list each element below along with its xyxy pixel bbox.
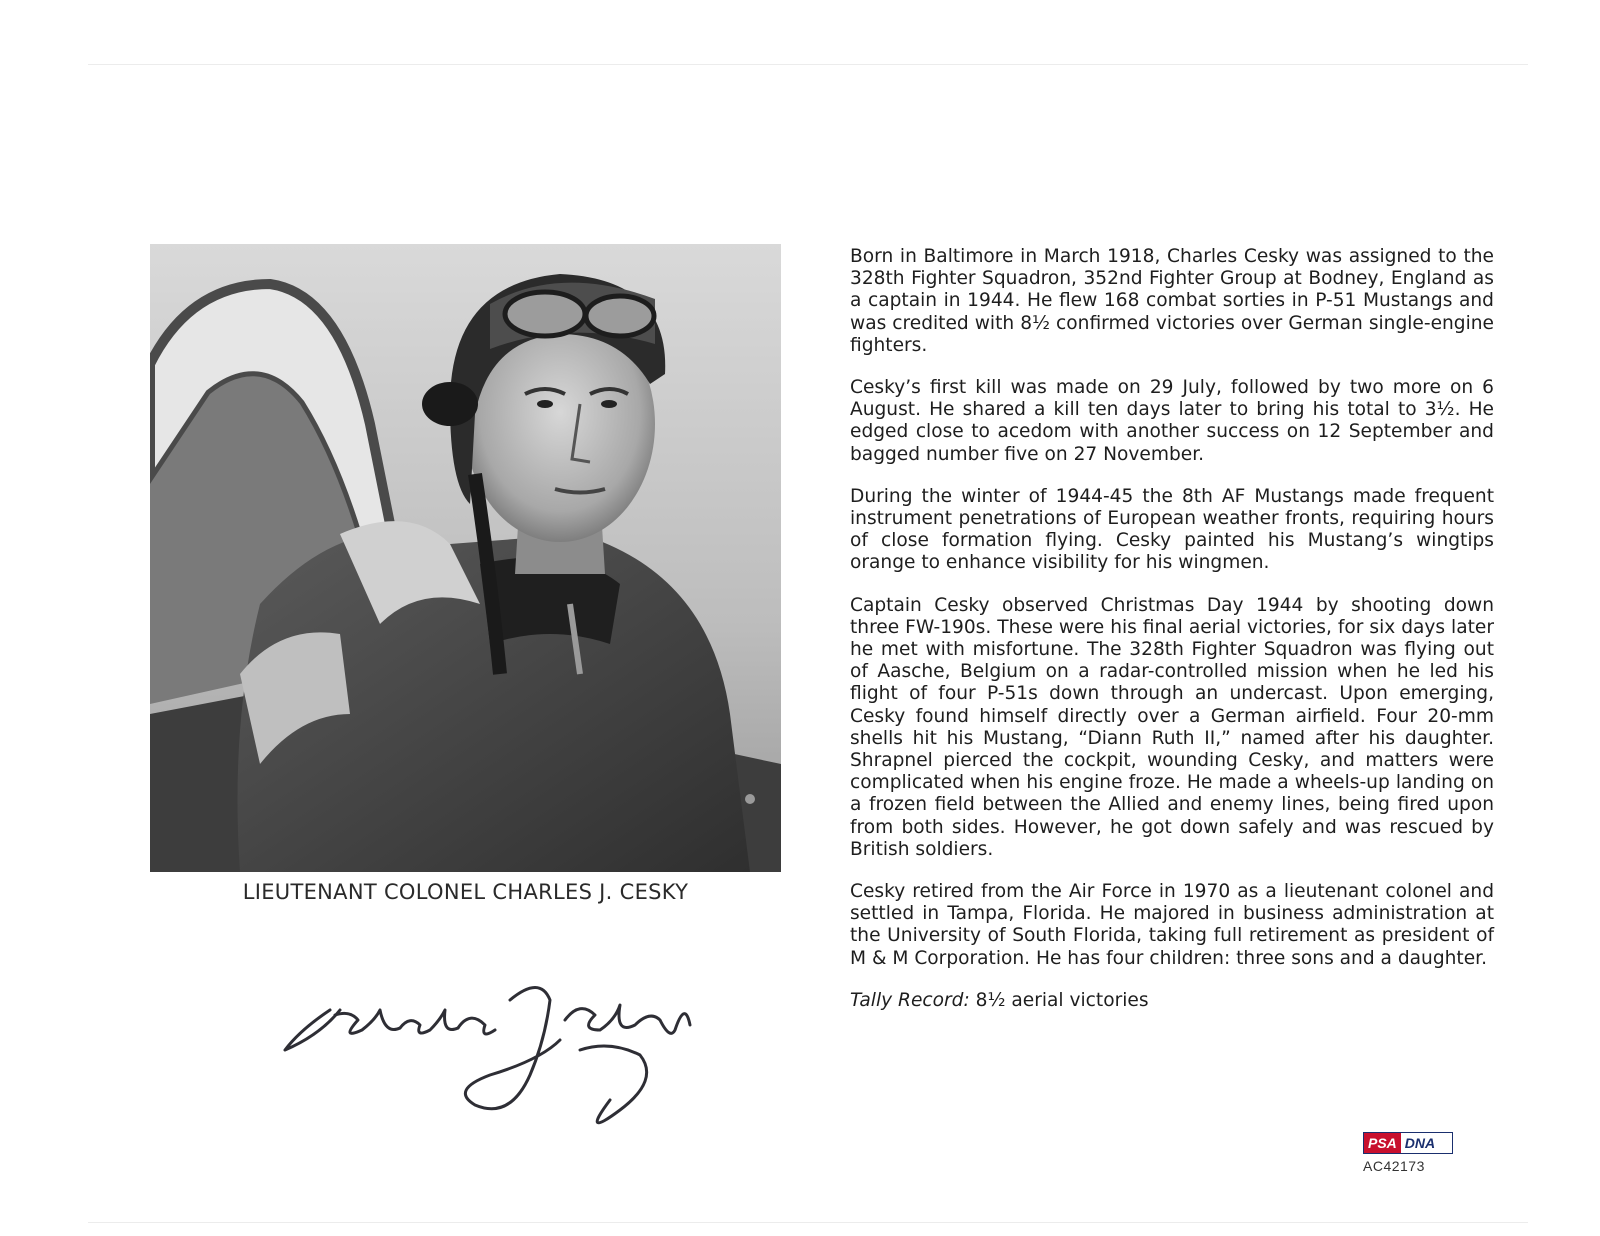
psa-logo-text: PSA [1364,1133,1401,1153]
tally-value: 8½ aerial victories [969,989,1149,1011]
photo-caption: LIEUTENANT COLONEL CHARLES J. CESKY [242,880,689,904]
tally-label: Tally Record: [850,989,970,1011]
autograph-signature [280,980,710,1150]
bio-paragraph: Cesky’s first kill was made on 29 July, followed by two more on 6 August. He shared a kill ten days later to bring his total to 3½. He edged close to acedom with another success on 12 September and bagged number five on 27 November. [850,377,1494,465]
autograph-signature-image [280,980,710,1150]
bio-paragraph: Cesky retired from the Air Force in 1970 as a lieutenant colonel and settled in Tampa, Florida. He majored in business administration at the University of South Florida, taking full retirement as president of M & M Corporation. He has four children: three sons and a daughter. [850,881,1494,969]
bio-paragraph: During the winter of 1944-45 the 8th AF Mustangs made frequent instrument penetrations of European weather fronts, requiring hours of close formation flying. Cesky painted his Mustang’s wingtips orange to enhance visibility for his wingmen. [850,485,1494,574]
authentication-sticker [1363,1132,1455,1174]
tally-record [850,990,1494,1012]
dna-logo-text: DNA [1401,1133,1439,1153]
authentication-code: AC42173 [1363,1158,1425,1174]
bottom-divider [88,1222,1528,1223]
top-divider [88,64,1528,65]
biography-text [850,246,1494,1012]
pilot-photo-illustration [150,244,781,872]
bio-paragraph: Captain Cesky observed Christmas Day 1944 by shooting down three FW-190s. These were his final aerial victories, for six days later he met with misfortune. The 328th Fighter Squadron was flying out of Aasche, Belgium on a radar-controlled mission when he led his flight of four P-51s down through an undercast. Upon emerging, Cesky found himself directly over a German airfield. Four 20-mm shells hit his Mustang, “Diann Ruth II,” named after his daughter. Shrapnel pierced the cockpit, wounding Cesky, and matters were complicated when his engine froze. He made a wheels-up landing on a frozen field between the Allied and enemy lines, being fired upon from both sides. However, he got down safely and was rescued by British soldiers. [850,594,1494,860]
bio-paragraph: Born in Baltimore in March 1918, Charles Cesky was assigned to the 328th Fighter Squadron, 352nd Fighter Group at Bodney, England as a captain in 1944. He flew 168 combat sorties in P-51 Mustangs and was credited with 8½ confirmed victories over German single-engine fighters. [850,246,1494,356]
pilot-photo [150,244,781,872]
psa-dna-logo [1363,1132,1453,1154]
